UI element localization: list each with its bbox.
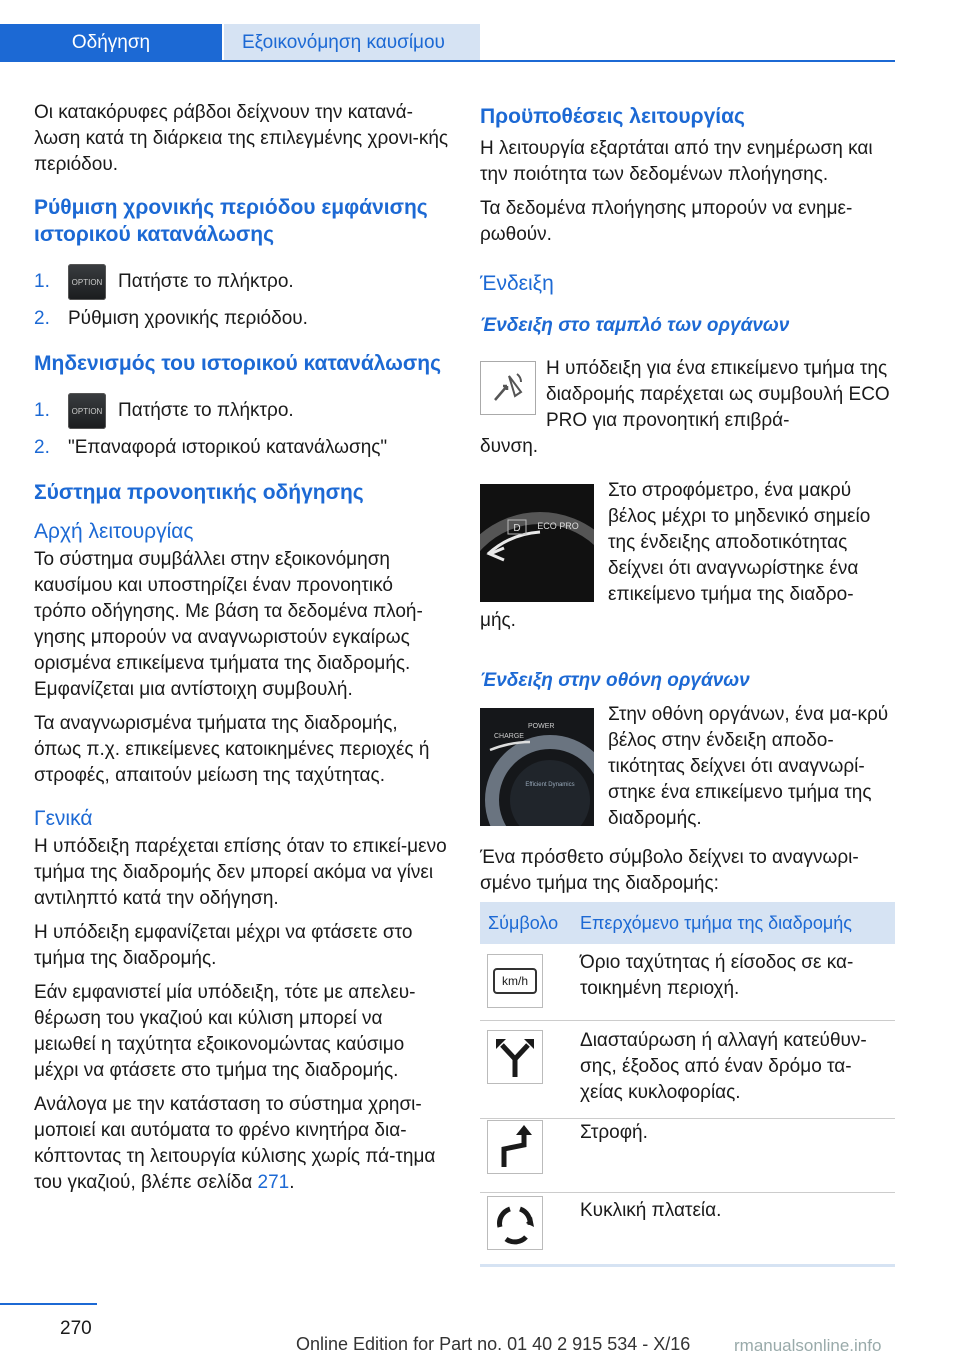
table-col-segment: Επερχόμενο τμήμα της διαδρομής (580, 913, 852, 933)
row-text: Στροφή. (580, 1122, 648, 1143)
step-2 (34, 306, 449, 332)
right-column (480, 103, 895, 347)
screen-text: Στην οθόνη οργάνων, ένα μα-κρύ βέλος στην ένδειξη αποδο-τικότητας δείχνει ότι αναγνωρί-στηκε ένα επικείμενο τμήμα της διαδρομής. (608, 704, 889, 829)
general-text-2: Η υπόδειξη εμφανίζεται μέχρι να φτάσετε στο τμήμα της διαδρομής. (34, 922, 413, 969)
table-row (480, 1194, 895, 1266)
principle-text-1: Το σύστημα συμβάλλει στην εξοικονόμηση καυσίμου και υποστηρίζει έναν προνοητικό τρόπο οδήγησης. Με βάση τα δεδομένα πλοή-γησης μπορούν να αναγνωριστούν εγκαίρως ορισμένα επικείμενα τμήματα της διαδρομής. Εμφανίζεται μια αντίστοιχη συμβουλή. (34, 549, 423, 700)
step-text: Ρύθμιση χρονικής περιόδου. (68, 308, 308, 329)
general-text-4-end: . (289, 1172, 295, 1193)
screen-charge: CHARGE (494, 733, 524, 740)
table-divider (480, 1192, 895, 1193)
roundabout-icon (487, 1196, 543, 1250)
heading-instrument-cluster: Ένδειξη στο ταμπλό των οργάνων (480, 315, 790, 336)
step-number: 2. (34, 308, 50, 329)
hint-text-end: δυνση. (480, 436, 539, 457)
table-row (480, 1022, 895, 1116)
symbol-intro: Ένα πρόσθετο σύμβολο δείχνει το αναγνωρι-σμένο τμήμα της διαδρομής: (480, 847, 859, 894)
gauge-d: D (513, 523, 521, 534)
table-bottom-rule (480, 1264, 895, 1267)
heading-reset: Μηδενισμός του ιστορικού κατανάλωσης (34, 352, 442, 375)
step-2 (34, 435, 449, 461)
heading-general: Γενικά (34, 807, 93, 830)
heading-time-period: Ρύθμιση χρονικής περιόδου εμφάνισης ιστορικού κατανάλωσης (34, 196, 428, 246)
tacho-text-top: Στο στροφόμετρο, ένα μακρύ βέλος μέχρι το μηδενικό σημείο της ένδειξης αποδοτικότητας δείχνει ότι αναγνωρίστηκε ένα επικείμενο τμήμα της διαδρο- (608, 480, 871, 605)
general-text-4-body: Ανάλογα με την κατάσταση το σύστημα χρησι-μοποιεί και αυτόματα το φρένο κινητήρα δια-κόπτοντας τη λειτουργία κύλισης χωρίς πά-τημα του γκαζιού, βλέπε σελίδα (34, 1094, 436, 1193)
screen-paragraph (608, 702, 898, 840)
instrument-screen-heading-wrap (480, 668, 895, 694)
heading-instrument-screen: Ένδειξη στην οθόνη οργάνων (480, 670, 750, 691)
step-number: 2. (34, 437, 50, 458)
header-tab-section: Εξοικονόμηση καυσίμου (224, 24, 480, 62)
step-number: 1. (34, 271, 50, 292)
row-text: Κυκλική πλατεία. (580, 1200, 722, 1221)
general-text-4 (34, 1092, 449, 1196)
general-text-3: Εάν εμφανιστεί μία υπόδειξη, τότε με απελευ-θέρωση του γκαζιού και κύλιση μπορεί να μειωθεί η ταχύτητα εξοικονομώντας καύσιμο μέχρι να φτάσετε στο τμήμα της διαδρομής. (34, 982, 416, 1081)
table-col-symbol: Σύμβολο (488, 913, 559, 933)
table-row (480, 944, 895, 1018)
junction-icon (487, 1030, 543, 1084)
row-text: Διασταύρωση ή αλλαγή κατεύθυν-σης, έξοδος από έναν δρόμο τα-χείας κυκλοφορίας. (580, 1030, 867, 1103)
hint-paragraph (546, 356, 896, 442)
footer-edition: Online Edition for Part no. 01 40 2 915 534 - X/16 (296, 1334, 691, 1354)
speed-limit-icon (487, 954, 543, 1008)
tacho-paragraph (608, 478, 898, 616)
step-1 (34, 393, 449, 429)
symbol-intro-wrap (480, 845, 895, 905)
footer-rule (0, 1303, 97, 1305)
step-text: "Επαναφορά ιστορικού κατανάλωσης" (68, 437, 388, 458)
speed-limit-label: km/h (493, 968, 537, 994)
step-text: Πατήστε το πλήκτρο. (118, 271, 294, 292)
prereq-text-1: Η λειτουργία εξαρτάται από την ενημέρωση και την ποιότητα των δεδομένων πλοήγησης. (480, 138, 873, 185)
header-tab-active: Οδήγηση (0, 24, 222, 62)
step-1 (34, 264, 449, 300)
hint-paragraph-end (480, 434, 895, 468)
step-number: 1. (34, 400, 50, 421)
prereq-text-2: Τα δεδομένα πλοήγησης μπορούν να ενημε-ρωθούν. (480, 198, 853, 245)
symbol-table-header (480, 902, 895, 944)
table-row (480, 1120, 895, 1192)
heading-prerequisites: Προϋποθέσεις λειτουργίας (480, 105, 745, 128)
table-divider (480, 1118, 895, 1119)
step-text: Πατήστε το πλήκτρο. (118, 400, 294, 421)
heading-predictive-system: Σύστημα προνοητικής οδήγησης (34, 481, 364, 504)
eco-pro-hint-icon (480, 361, 536, 415)
heading-principle: Αρχή λειτουργίας (34, 520, 194, 543)
screen-efficient: Efficient Dynamics (525, 782, 575, 788)
tacho-paragraph-end (480, 608, 895, 642)
header-rule (0, 60, 895, 62)
gauge-eco-pro: ECO PRO (537, 521, 579, 531)
intro-text: Οι κατακόρυφες ράβδοι δείχνουν την κατανά-λωση κατά τη διάρκεια της επιλεγμένης χρονι-κής περιόδου. (34, 102, 449, 175)
heading-display: Ένδειξη (480, 272, 554, 295)
hint-text-top: Η υπόδειξη για ένα επικείμενο τμήμα της διαδρομής παρέχεται ως συμβουλή ECO PRO για προνοητική επιβρά- (546, 358, 890, 431)
instrument-screen-image (480, 708, 594, 826)
option-button-icon: OPTION (68, 393, 106, 429)
page-number: 270 (60, 1318, 92, 1339)
row-text: Όριο ταχύτητας ή είσοδος σε κα-τοικημένη περιοχή. (580, 952, 854, 999)
page-link[interactable]: 271 (257, 1172, 290, 1193)
tacho-text-end: μής. (480, 610, 516, 631)
watermark: rmanualsonline.info (734, 1336, 882, 1355)
curve-icon (487, 1120, 543, 1174)
table-divider (480, 1020, 895, 1021)
principle-text-2: Τα αναγνωρισμένα τμήματα της διαδρομής, όπως π.χ. επικείμενες κατοικημένες περιοχές ή στροφές, απαιτούν μείωση της ταχύτητας. (34, 713, 430, 786)
general-text-1: Η υπόδειξη παρέχεται επίσης όταν το επικεί-μενο τμήμα της διαδρομής δεν μπορεί ακόμα να γίνει αντιληπτό κατά την οδήγηση. (34, 836, 447, 909)
tachometer-image (480, 484, 594, 602)
screen-power: POWER (528, 723, 555, 730)
left-column (34, 100, 449, 1204)
option-button-icon: OPTION (68, 264, 106, 300)
